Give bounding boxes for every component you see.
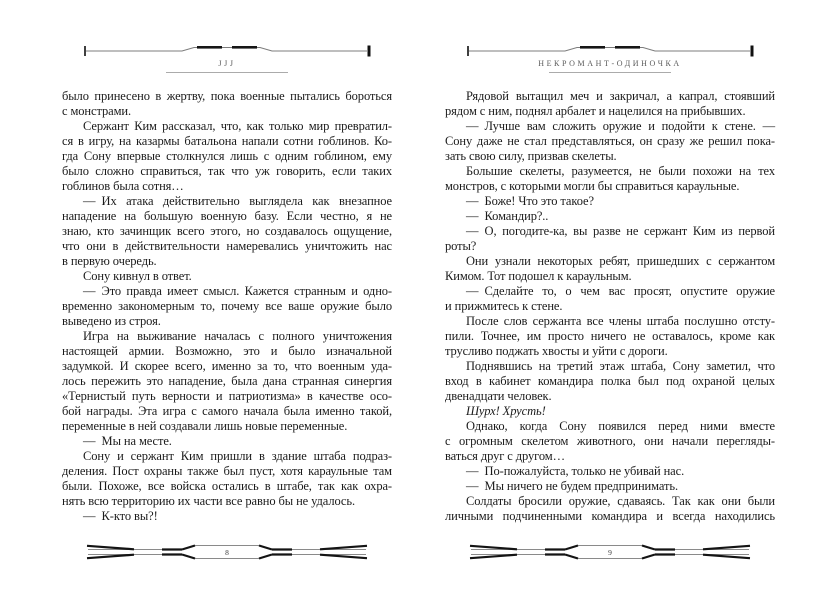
text-line: Рядовой вытащил меч и закричал, а капрал, стоявший [466, 89, 775, 103]
header-underline [549, 72, 671, 73]
text-line: что они в действительности намеревались уничтожить нас [62, 239, 392, 253]
text-line: вход в кабинет командира полка был под охраной целых [445, 374, 775, 388]
text-line: с монстрами. [62, 104, 132, 118]
text-line: знаю, кто зачинщик всего этого, но создавалось ощущение, [62, 224, 392, 238]
text-line: в первую очередь. [62, 254, 157, 268]
text-line: было принесено в жертву, пока военные пытались бороться [62, 89, 392, 103]
text-line: После слов сержанта все члены штаба послушно отсту- [466, 314, 775, 328]
text-line: задумкой. И скорее всего, именно за то, что военным уда- [62, 359, 392, 373]
text-line: рядом с ним, поднял арбалет и нацелился на прибывших. [445, 104, 746, 118]
footer-ornament [465, 543, 755, 561]
text-line: Большие скелеты, разумеется, не были похожи на тех [466, 164, 775, 178]
page-number: 9 [608, 547, 612, 557]
text-line: и прижмитесь к стене. [445, 299, 563, 313]
text-line: временно закономерным то, почему все ваше оружие было [62, 299, 392, 313]
header-ornament [465, 44, 755, 58]
page-body [445, 89, 775, 524]
text-line: нападение на большую военную базу. Если честно, я не [62, 209, 392, 223]
text-line: — По-пожалуйста, только не убивай нас. [466, 464, 685, 478]
right-page [445, 0, 775, 615]
running-head-title: НЕКРОМАНТ-ОДИНОЧКА [538, 59, 682, 68]
text-line: настоящей армии. Возможно, это и было изначальной [62, 344, 392, 358]
right-page-footer [445, 543, 775, 561]
text-line: двенадцати человек. [445, 389, 552, 403]
text-line: выведено из строя. [62, 314, 161, 328]
right-page-header [445, 44, 775, 73]
text-line: гоблинов была сотня… [62, 179, 184, 193]
text-line: — Их атака действительно выглядела как внезапное [83, 194, 392, 208]
left-page [62, 0, 392, 615]
text-line: зать свою силу, призвав скелеты. [445, 149, 617, 163]
text-line: трусливо поджать хвосты и уйти с дороги. [445, 344, 668, 358]
page-number: 8 [225, 547, 229, 557]
text-line: Поднявшись на третий этаж штаба, Сону заметил, что [466, 359, 775, 373]
text-line: Сону и сержант Ким пришли в здание штаба подраз- [83, 449, 392, 463]
running-head-author: JJJ [218, 59, 236, 68]
text-line: Однако, когда Сону появился перед ними вместе [466, 419, 775, 433]
text-line: Сержант Ким рассказал, что, как только мир превратил- [83, 119, 392, 133]
text-line: Сону даже не стал представляться, он сразу же решил пока- [445, 134, 775, 148]
text-line: бой награды. Эта игра с самого начала была именно такой, [62, 404, 392, 418]
text-line: — Мы ничего не будем предпринимать. [466, 479, 678, 493]
text-line: Сону кивнул в ответ. [83, 269, 192, 283]
left-page-header [62, 44, 392, 73]
text-line: монстров, с которыми могли бы справиться караульные. [445, 179, 740, 193]
header-underline [166, 72, 288, 73]
text-line: гда Сону впервые столкнулся лишь с одним гоблином, ему [62, 149, 392, 163]
text-line: переменные в ней создавали лишь новые переменные. [62, 419, 348, 433]
text-line: нять всю территорию их части все равно бы не удалось. [62, 494, 356, 508]
text-line: ваться друг с другом… [445, 449, 566, 463]
left-page-footer [62, 543, 392, 561]
text-line: Солдаты бросили оружие, сдаваясь. Так как они были [466, 494, 775, 508]
text-line: Кимом. Тот подошел к караульным. [445, 269, 632, 283]
text-line: — К-кто вы?! [83, 509, 158, 523]
text-line: деления. Пост охраны также был пуст, хотя караульные там [62, 464, 392, 478]
text-line: лось пережить это нападение, была дана странная синергия [62, 374, 392, 388]
text-line: — Это правда имеет смысл. Кажется странным и одно- [83, 284, 392, 298]
text-line: — Лучше вам сложить оружие и подойти к стене. — [466, 119, 775, 133]
text-line: — Командир?.. [466, 209, 549, 223]
text-line: — Мы на месте. [83, 434, 172, 448]
text-line: пили. Точнее, им просто ничего не оставалось, кроме как [445, 329, 775, 343]
text-line: — О, погодите-ка, вы разве не сержант Ким из первой [466, 224, 775, 238]
text-line: с огромным скелетом животного, они начали перегляды- [445, 434, 775, 448]
footer-ornament [82, 543, 372, 561]
text-line: «Тернистый путь верности и патриотизма» в качестве осо- [62, 389, 392, 403]
text-line: Игра на выживание началась с полного уничтожения [83, 329, 392, 343]
text-line: — Сделайте то, о чем вас просят, опустите оружие [466, 284, 775, 298]
page-body [62, 89, 392, 524]
text-line: Они узнали некоторых ребят, пришедших с сержантом [466, 254, 775, 268]
text-line: ся в игру, на казармы батальона напали сотни гоблинов. Ко- [62, 134, 392, 148]
text-line: личными подчиненными командира и всегда находились [445, 509, 775, 523]
text-line: — Боже! Что это такое? [466, 194, 594, 208]
header-ornament [82, 44, 372, 58]
text-line: Шурх! Хрусть! [466, 404, 546, 418]
text-line: было сложно справиться, так что уж говорить, если таких [62, 164, 392, 178]
text-line: роты? [445, 239, 477, 253]
text-line: были. Похоже, все войска остались в штабе, так как охра- [62, 479, 392, 493]
